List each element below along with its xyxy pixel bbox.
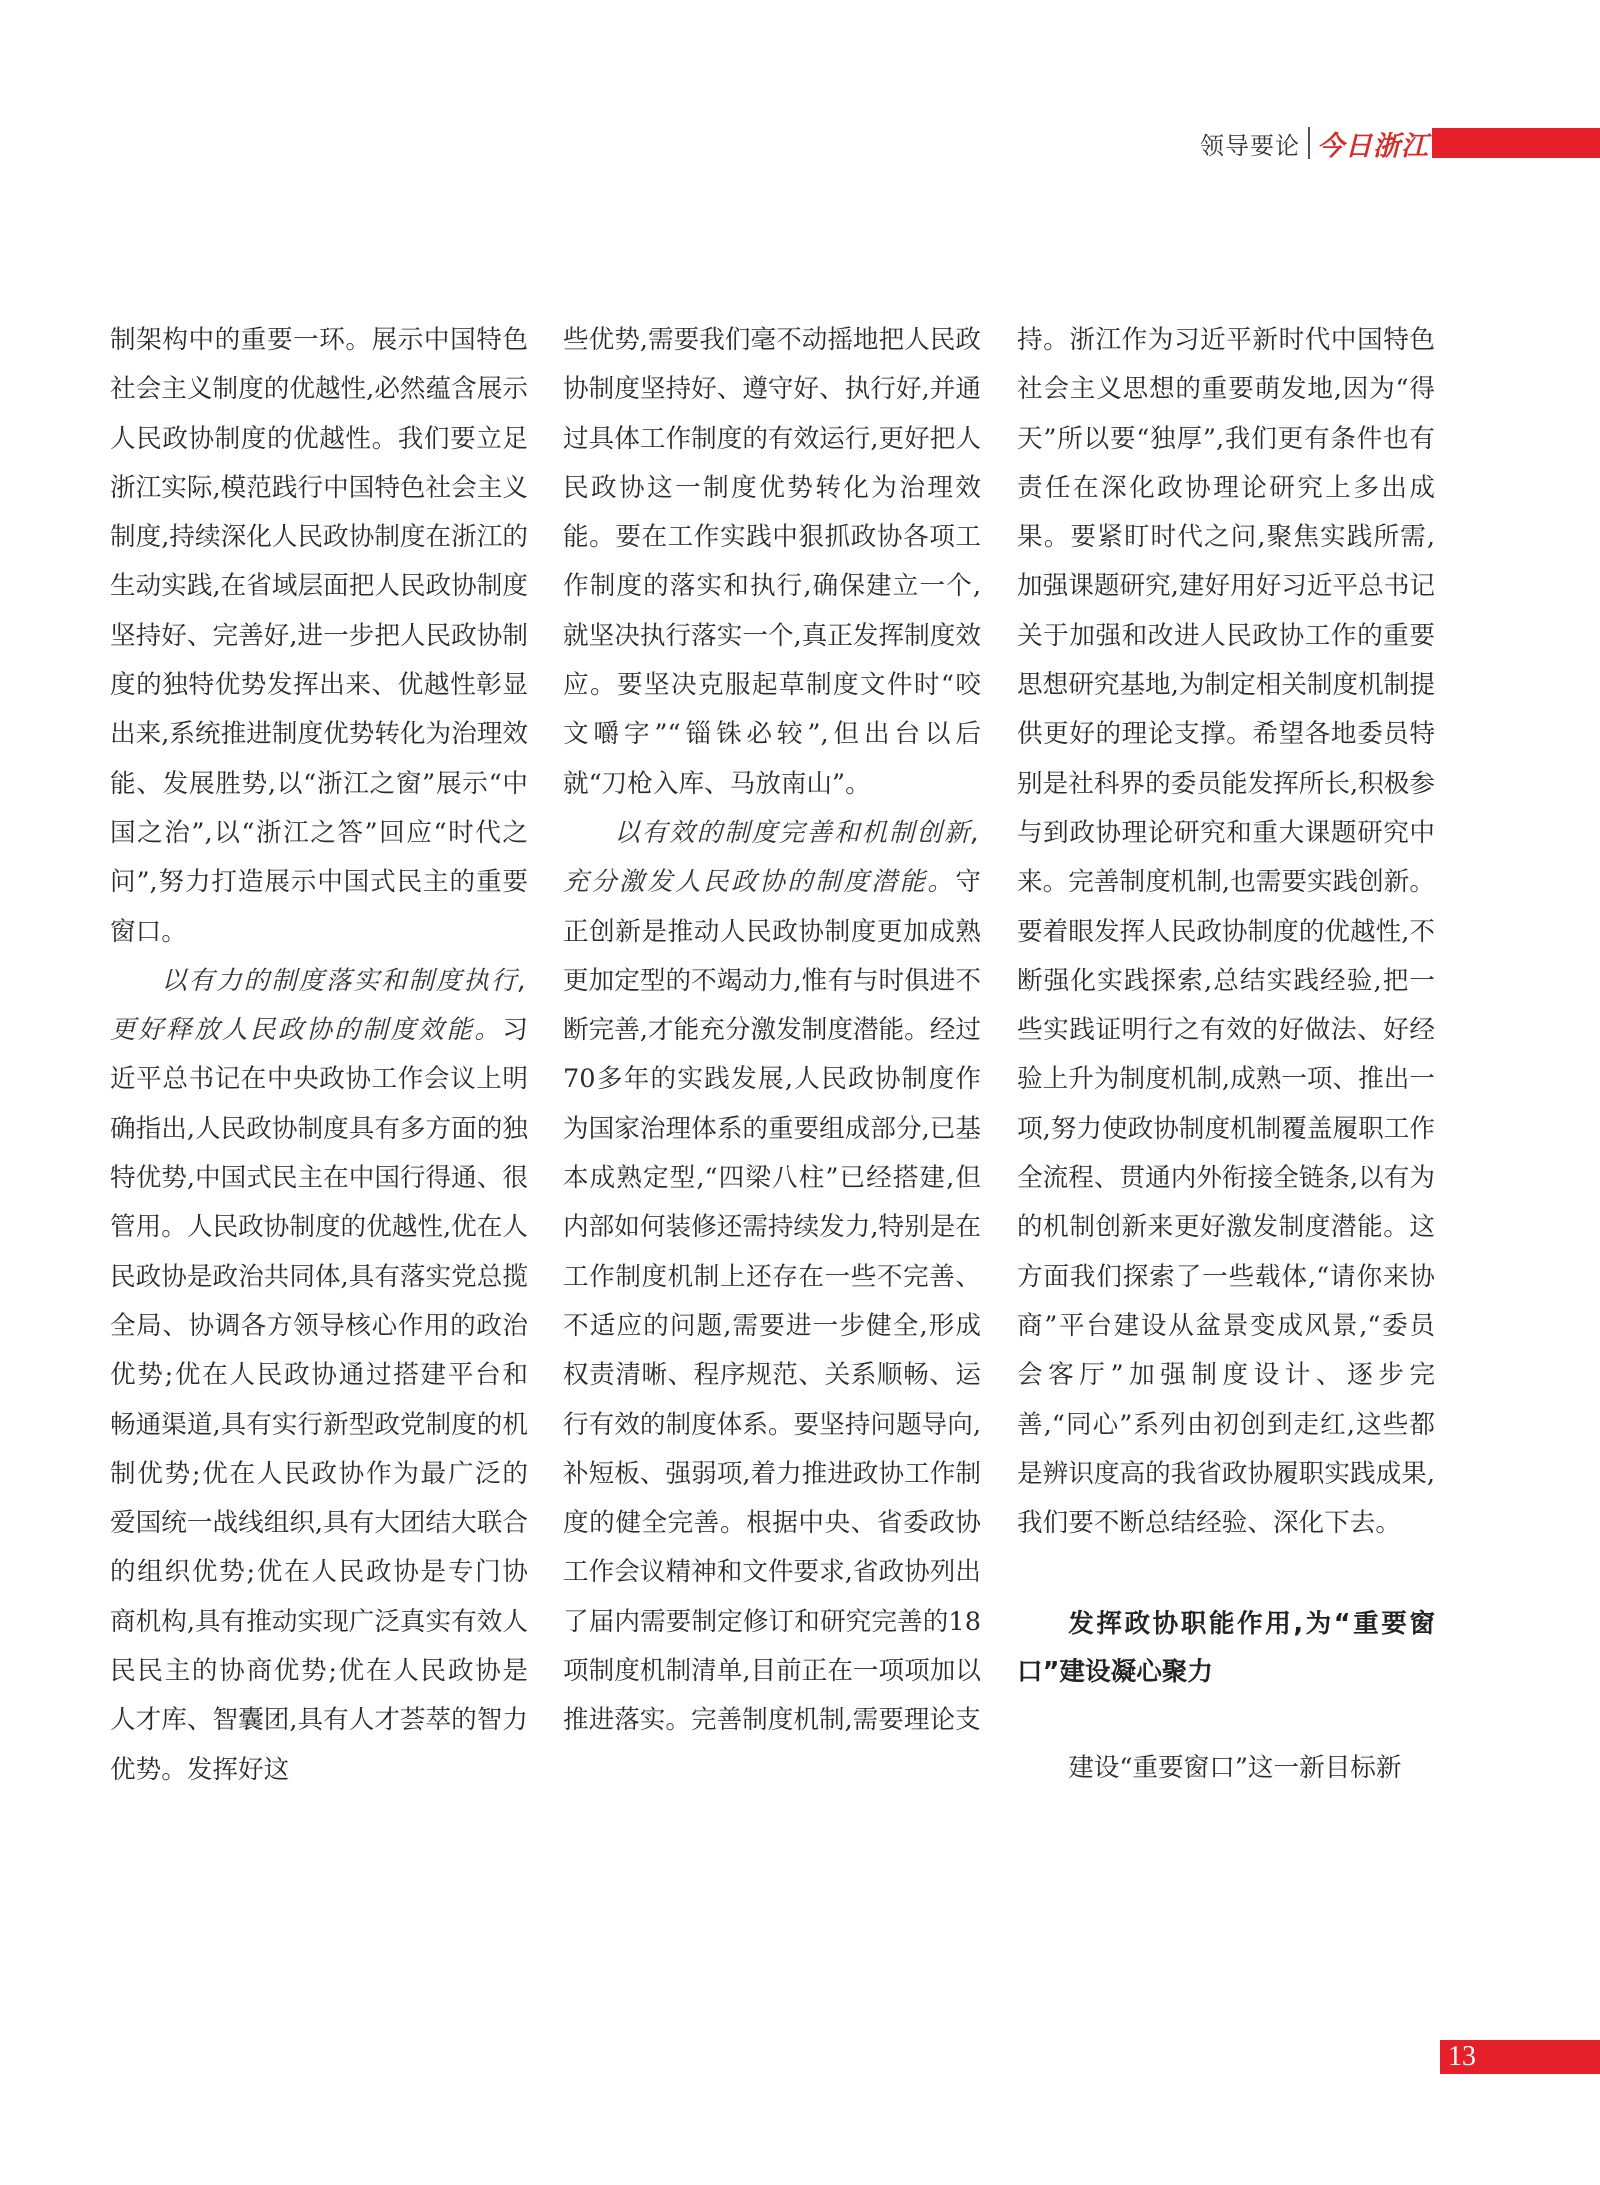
paragraph-lead: 以有力的制度落实和制度执行,更好释放人民政协的制度效能。 (110, 965, 528, 1046)
header-accent-bar (1432, 128, 1600, 158)
article-column-2 (563, 316, 981, 1746)
article-column-1 (110, 316, 528, 1795)
brand-logo: 今日浙江 (1317, 130, 1429, 162)
paragraph: 建设“重要窗口”这一新目标新 (1068, 1753, 1402, 1784)
paragraph (110, 957, 528, 1795)
paragraph-body: 习近平总书记在中央政协工作会议上明确指出,人民政协制度具有多方面的独特优势,中国式民主在中国行得通、很管用。人民政协制度的优越性,优在人民政协是政治共同体,具有落实党总揽全局、协调各方领导核心作用的政治优势;优在人民政协通过搭建平台和畅通渠道,具有实行新型政党制度的机制优势;优在人民政协作为最广泛的爱国统一战线组织,具有大团结大联合的组织优势;优在人民政协是专门协商机构,具有推动实现广泛真实有效人民民主的协商优势;优在人民政协是人才库、智囊团,具有人才荟萃的智力优势。发挥好这 (110, 1015, 528, 1785)
paragraph (563, 809, 981, 1746)
page-number: 13 (1440, 2040, 1600, 2074)
paragraph-body: 守正创新是推动人民政协制度更加成熟更加定型的不竭动力,惟有与时俱进不断完善,才能充分激发制度潜能。经过70多年的实践发展,人民政协制度作为国家治理体系的重要组成部分,已基本成熟定型,“四梁八柱”已经搭建,但内部如何装修还需持续发力,特别是在工作制度机制上还存在一些不完善、不适应的问题,需要进一步健全,形成权责清晰、程序规范、关系顺畅、运行有效的制度体系。要坚持问题导向,补短板、强弱项,着力推进政协工作制度的健全完善。根据中央、省委政协工作会议精神和文件要求,省政协列出了届内需要制定修订和研究完善的18项制度机制清单,目前正在一项项加以推进落实。完善制度机制,需要理论支 (563, 867, 981, 1736)
paragraph: 持。浙江作为习近平新时代中国特色社会主义思想的重要萌发地,因为“得天”所以要“独厚”,我们更有条件也有责任在深化政协理论研究上多出成果。要紧盯时代之问,聚焦实践所需,加强课题研究,建好用好习近平总书记关于加强和改进人民政协工作的重要思想研究基地,为制定相关制度机制提供更好的理论支撑。希望各地委员特别是社科界的委员能发挥所长,积极参与到政协理论研究和重大课题研究中来。完善制度机制,也需要实践创新。要着眼发挥人民政协制度的优越性,不断强化实践探索,总结实践经验,把一些实践证明行之有效的好做法、好经验上升为制度机制,成熟一项、推出一项,努力使政协制度机制覆盖履职工作全流程、贯通内外衔接全链条,以有为的机制创新来更好激发制度潜能。这方面我们探索了一些载体,“请你来协商”平台建设从盆景变成风景,“委员会客厅”加强制度设计、逐步完善,“同心”系列由初创到走红,这些都是辨识度高的我省政协履职实践成果,我们要不断总结经验、深化下去。 (1017, 325, 1435, 1539)
paragraph: 些优势,需要我们毫不动摇地把人民政协制度坚持好、遵守好、执行好,并通过具体工作制度的有效运行,更好把人民政协这一制度优势转化为治理效能。要在工作实践中狠抓政协各项工作制度的落实和执行,确保建立一个,就坚决执行落实一个,真正发挥制度效应。要坚决克服起草制度文件时“咬文嚼字”“锱铢必较”,但出台以后就“刀枪入库、马放南山”。 (563, 325, 981, 799)
header-divider (1308, 127, 1310, 159)
paragraph: 制架构中的重要一环。展示中国特色社会主义制度的优越性,必然蕴含展示人民政协制度的优越性。我们要立足浙江实际,模范践行中国特色社会主义制度,持续深化人民政协制度在浙江的生动实践,在省域层面把人民政协制度坚持好、完善好,进一步把人民政协制度的独特优势发挥出来、优越性彰显出来,系统推进制度优势转化为治理效能、发展胜势,以“浙江之窗”展示“中国之治”,以“浙江之答”回应“时代之问”,努力打造展示中国式民主的重要窗口。 (110, 325, 528, 947)
paragraph-lead: 以有效的制度完善和机制创新,充分激发人民政协的制度潜能。 (563, 817, 981, 898)
article-column-3 (1017, 316, 1435, 1794)
section-heading: 发挥政协职能作用,为“重要窗口”建设凝心聚力 (1017, 1609, 1435, 1688)
section-label: 领导要论 (1200, 131, 1300, 160)
page-header (1200, 126, 1429, 160)
